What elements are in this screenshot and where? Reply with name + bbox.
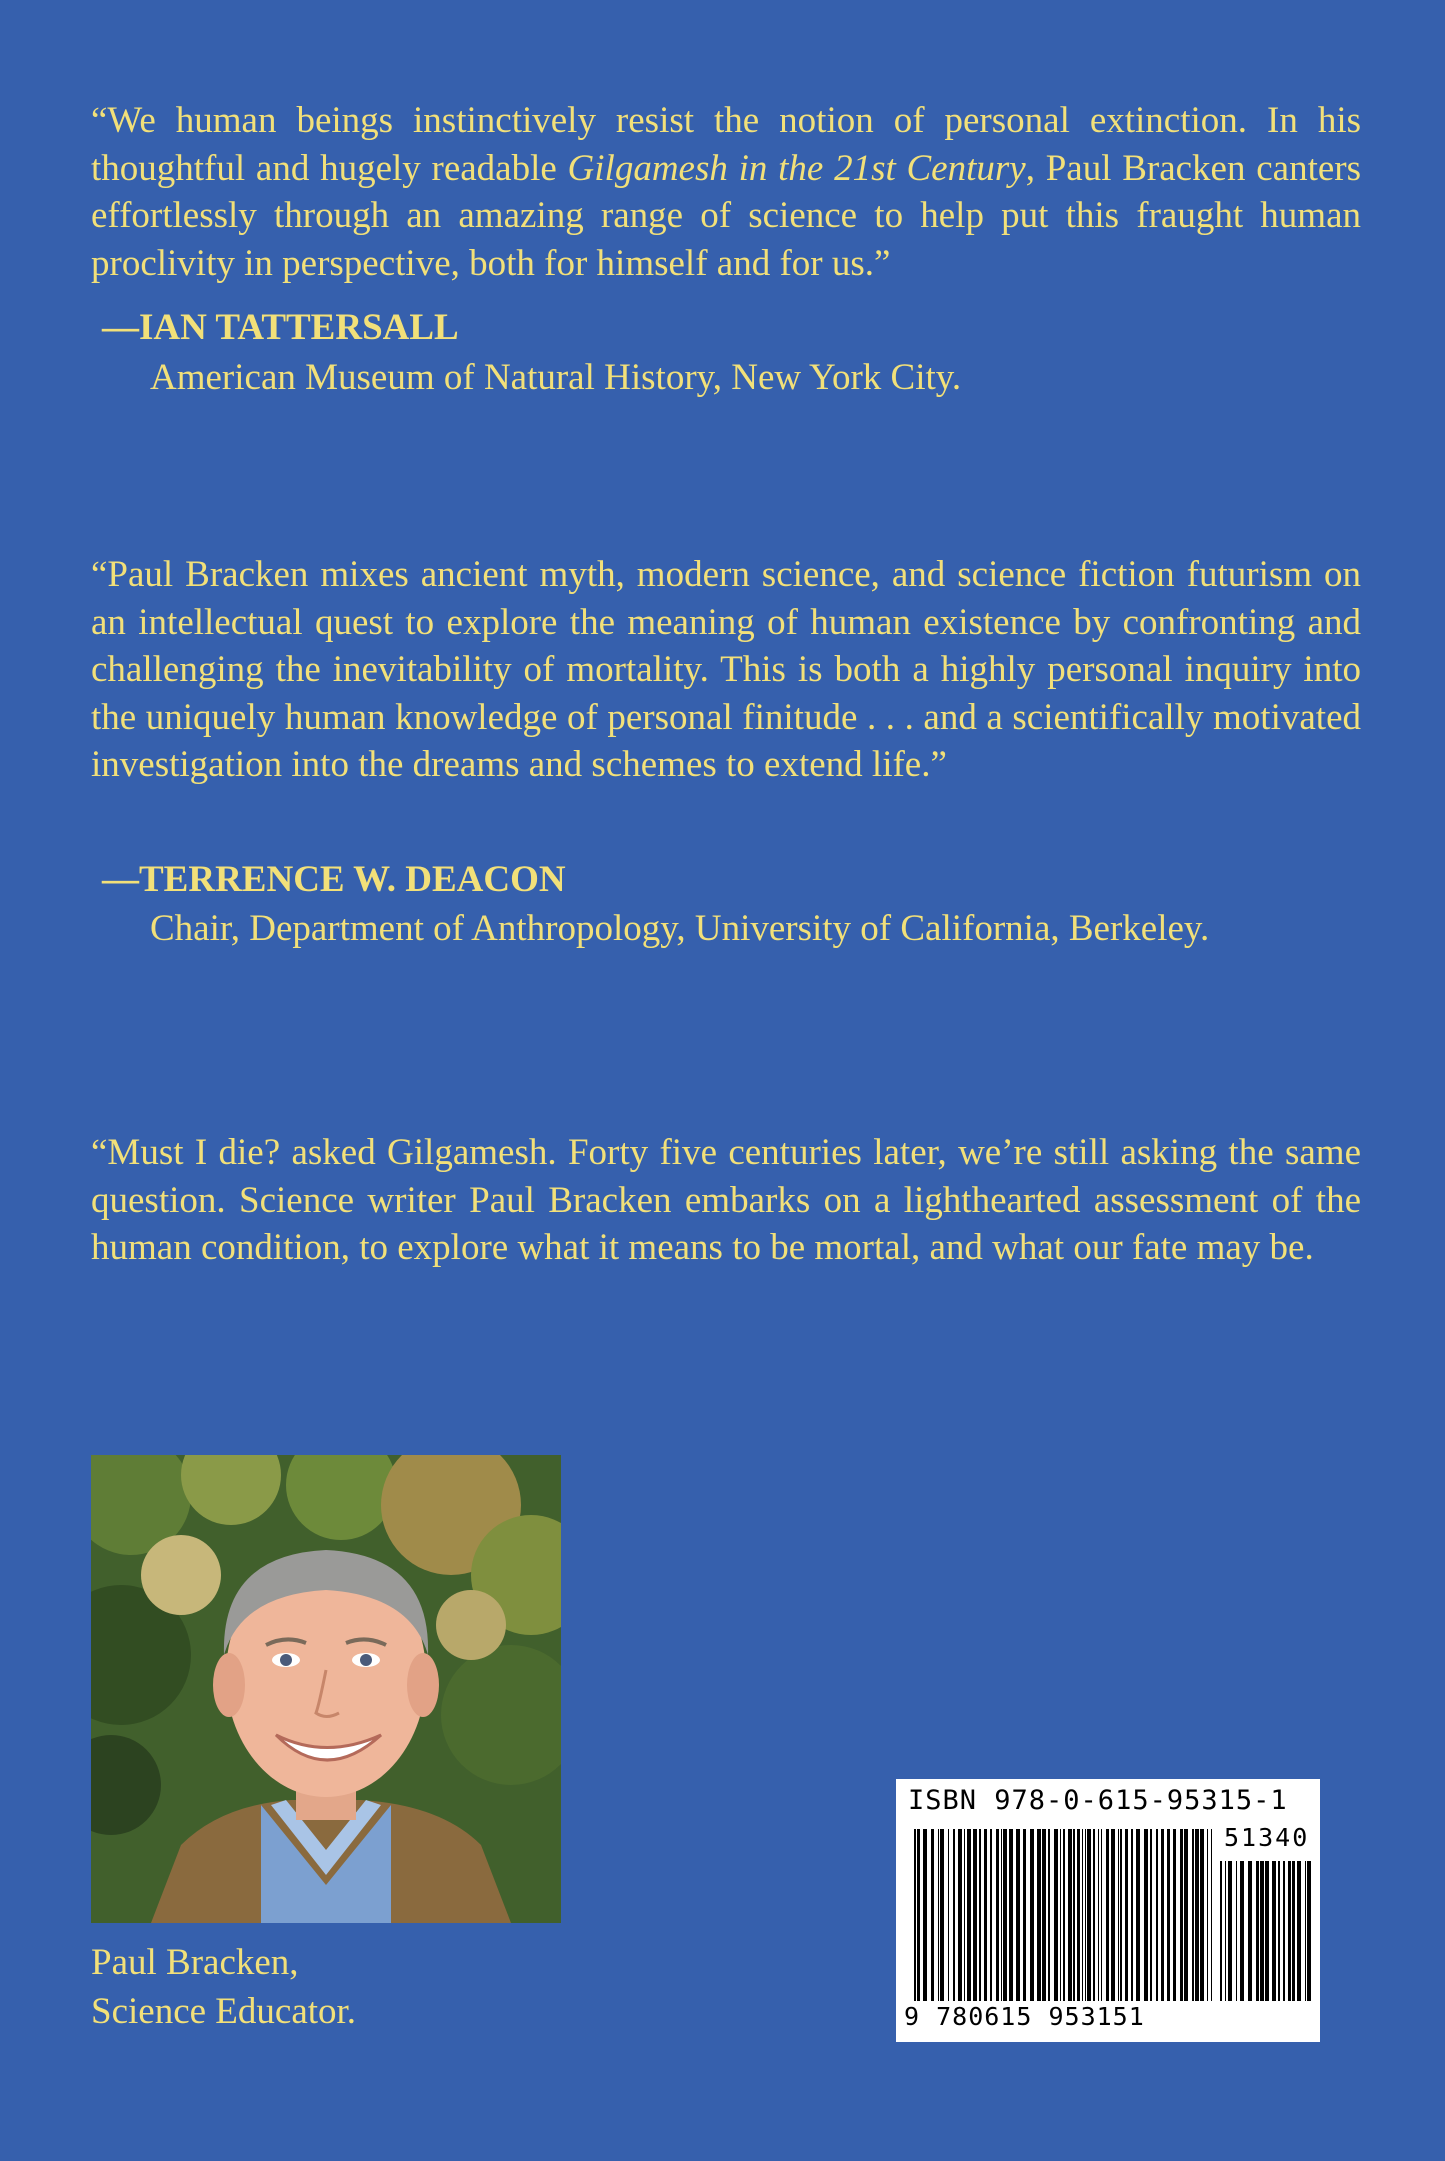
barcode-bar — [1184, 1829, 1188, 2001]
barcode-bar — [1283, 1861, 1285, 2001]
quote-author-tattersall: —IAN TATTERSALL — [102, 307, 459, 348]
barcode-bar — [923, 1829, 927, 2001]
barcode-bar — [1073, 1829, 1075, 2001]
barcode-bar — [914, 1829, 916, 2001]
quote-deacon: “Paul Bracken mixes ancient myth, modern science, and science fiction futurism on an intellectual quest to explore the meaning of human existence by confronting and challenging the inevitability of mortality. This is both a highly personal inquiry into the uniquely human knowledge of personal finitude . . . and a scientifically motivated investigation into the dreams and schemes to extend life.” — [91, 554, 1361, 785]
barcode-bar — [964, 1829, 965, 2001]
barcode-bar — [1042, 1829, 1046, 2001]
barcode-bar — [1003, 1829, 1007, 2001]
quote-author-deacon: —TERRENCE W. DEACON — [102, 859, 566, 900]
barcode-bar — [1167, 1829, 1170, 2001]
barcode-bar — [1161, 1829, 1164, 2001]
barcode-bar — [1120, 1829, 1122, 2001]
barcode-bar — [1098, 1829, 1099, 2001]
quote-text-end: , Paul Bracken canters effortlessly through an amazing range of science to help put this fraught human proclivity in perspective, both for himself and for us.” — [91, 147, 1361, 284]
barcode-bar — [1220, 1861, 1222, 2001]
book-title: Gilgamesh in the 21st Century — [567, 147, 1026, 189]
barcode-bar — [1173, 1829, 1176, 2001]
barcode-bar — [917, 1829, 920, 2001]
quote-affiliation-deacon: Chair, Department of Anthropology, University of California, Berkeley. — [150, 908, 1210, 949]
author-photo — [91, 1455, 561, 1923]
barcode-bar — [1009, 1829, 1013, 2001]
barcode-bar — [1240, 1861, 1244, 2001]
barcode-bar — [973, 1829, 977, 2001]
barcode-bar — [1101, 1829, 1102, 2001]
barcode-bar — [1001, 1829, 1002, 2001]
barcode-bar — [953, 1829, 955, 2001]
barcode-bar — [931, 1829, 934, 2001]
barcode-bar — [1192, 1829, 1194, 2001]
barcode-bar — [958, 1829, 962, 2001]
barcode-bar — [1048, 1829, 1050, 2001]
barcode-bar — [1136, 1829, 1140, 2001]
barcode-bar — [1256, 1861, 1259, 2001]
barcode-bar — [979, 1829, 981, 2001]
barcode-bar — [1200, 1829, 1204, 2001]
barcode-bar — [1292, 1861, 1295, 2001]
barcode-bar — [1248, 1861, 1252, 2001]
barcode-bar — [1016, 1829, 1020, 2001]
barcode-bar — [1278, 1861, 1280, 2001]
barcode-bar — [1207, 1829, 1208, 2001]
author-photo-caption — [91, 1938, 356, 2036]
barcode-bar — [1156, 1829, 1158, 2001]
barcode-bar — [1265, 1861, 1269, 2001]
barcode-bar — [1180, 1829, 1183, 2001]
barcode-bar — [1118, 1829, 1119, 2001]
barcode-bar — [967, 1829, 971, 2001]
barcode-bar — [1087, 1829, 1091, 2001]
barcode-bar — [1060, 1829, 1061, 2001]
book-blurb: “Must I die? asked Gilgamesh. Forty five centuries later, we’re still asking the same question. Science writer Paul Bracken embarks on a lighthearted assessment of the human condition, to explore what it means to be mortal, and what our fate may be. — [91, 1132, 1361, 1268]
barcode-bar — [1037, 1829, 1041, 2001]
barcode-bar — [1305, 1861, 1306, 2001]
barcode-bar — [1144, 1829, 1148, 2001]
barcode-bar — [938, 1829, 939, 2001]
barcode-bar — [1054, 1829, 1058, 2001]
barcode-bar — [1307, 1861, 1311, 2001]
quote-affiliation-tattersall: American Museum of Natural History, New York City. — [150, 357, 962, 398]
barcode-bar — [1111, 1829, 1115, 2001]
barcode-bar — [996, 1829, 999, 2001]
barcode-bar — [1228, 1861, 1232, 2001]
barcode-bar — [1030, 1829, 1034, 2001]
barcode-bar — [1077, 1829, 1080, 2001]
quote-tattersall — [91, 97, 1361, 287]
barcode-bar — [1150, 1829, 1152, 2001]
barcode-bar — [1297, 1861, 1301, 2001]
barcode-bar — [984, 1829, 987, 2001]
addon-barcode-bars — [1220, 1861, 1312, 2033]
barcode-bar — [1106, 1829, 1109, 2001]
barcode-bar — [1272, 1861, 1276, 2001]
ean-barcode-bars — [914, 1829, 1214, 2001]
barcode-bar — [1093, 1829, 1095, 2001]
author-name: Paul Bracken, — [91, 1942, 299, 1983]
barcode-bar — [1023, 1829, 1026, 2001]
isbn-barcode — [896, 1779, 1320, 2042]
barcode-bar — [1288, 1861, 1291, 2001]
barcode-bar — [1131, 1829, 1133, 2001]
barcode-bar — [1068, 1829, 1072, 2001]
barcode-bar — [940, 1829, 944, 2001]
barcode-bar — [1211, 1829, 1212, 2001]
barcode-bar — [1063, 1829, 1065, 2001]
barcode-addon-number: 51340 — [1224, 1823, 1310, 1852]
quote-text-start: “We human beings instinctively resist the notion of personal extinction. In his thoughtful and hugely readable — [91, 100, 1361, 189]
barcode-bar — [990, 1829, 992, 2001]
barcode-bar — [1082, 1829, 1083, 2001]
barcode-bar — [1085, 1829, 1086, 2001]
isbn-number: ISBN 978-0-615-95315-1 — [908, 1785, 1288, 1816]
barcode-ean-number: 9 780615 953151 — [904, 2002, 1145, 2031]
barcode-bar — [1195, 1829, 1199, 2001]
barcode-bar — [1225, 1861, 1226, 2001]
barcode-bar — [948, 1829, 949, 2001]
barcode-bar — [1125, 1829, 1128, 2001]
author-title: Science Educator. — [91, 1991, 357, 2032]
barcode-bar — [1236, 1861, 1237, 2001]
barcode-bar — [1260, 1861, 1264, 2001]
